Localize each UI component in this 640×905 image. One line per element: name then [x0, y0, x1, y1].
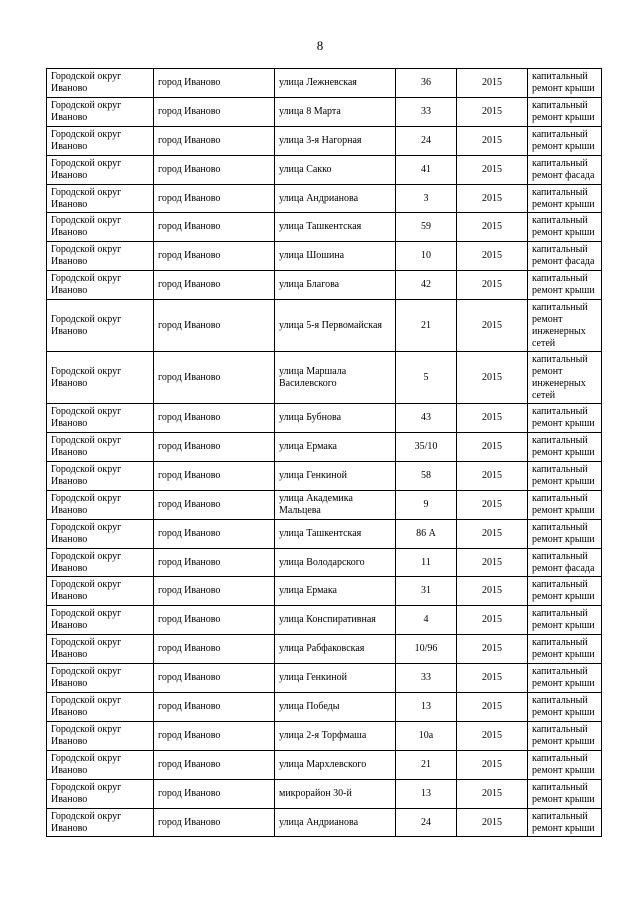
cell-street: улица 5-я Первомайская [275, 300, 396, 352]
cell-okrug: Городской округ Иваново [47, 271, 154, 300]
cell-city: город Иваново [154, 577, 275, 606]
cell-street: улица Бубнова [275, 404, 396, 433]
table-row [47, 352, 602, 404]
cell-street: улица 3-я Нагорная [275, 126, 396, 155]
cell-house: 10а [396, 721, 457, 750]
cell-city: город Иваново [154, 721, 275, 750]
cell-year: 2015 [457, 300, 528, 352]
cell-work: капитальный ремонт крыши [528, 808, 602, 837]
cell-work: капитальный ремонт крыши [528, 664, 602, 693]
cell-city: город Иваново [154, 750, 275, 779]
table-row [47, 433, 602, 462]
cell-house: 59 [396, 213, 457, 242]
cell-year: 2015 [457, 721, 528, 750]
cell-okrug: Городской округ Иваново [47, 606, 154, 635]
cell-street: улица Генкиной [275, 664, 396, 693]
cell-house: 35/10 [396, 433, 457, 462]
cell-city: город Иваново [154, 126, 275, 155]
cell-city: город Иваново [154, 606, 275, 635]
cell-house: 5 [396, 352, 457, 404]
cell-city: город Иваново [154, 519, 275, 548]
cell-work: капитальный ремонт крыши [528, 184, 602, 213]
cell-year: 2015 [457, 808, 528, 837]
table-row [47, 635, 602, 664]
cell-work: капитальный ремонт крыши [528, 779, 602, 808]
table-row [47, 404, 602, 433]
cell-city: город Иваново [154, 184, 275, 213]
cell-street: улица Андрианова [275, 184, 396, 213]
cell-okrug: Городской округ Иваново [47, 300, 154, 352]
cell-okrug: Городской округ Иваново [47, 97, 154, 126]
cell-house: 36 [396, 69, 457, 98]
cell-okrug: Городской округ Иваново [47, 548, 154, 577]
cell-street: улица 8 Марта [275, 97, 396, 126]
cell-work: капитальный ремонт крыши [528, 721, 602, 750]
cell-street: улица Победы [275, 693, 396, 722]
table-row [47, 577, 602, 606]
table-row [47, 213, 602, 242]
cell-city: город Иваново [154, 433, 275, 462]
cell-house: 33 [396, 664, 457, 693]
cell-street: улица Андрианова [275, 808, 396, 837]
cell-year: 2015 [457, 693, 528, 722]
cell-city: город Иваново [154, 635, 275, 664]
cell-work: капитальный ремонт крыши [528, 577, 602, 606]
cell-city: город Иваново [154, 461, 275, 490]
table-row [47, 461, 602, 490]
cell-street: улица Ташкентская [275, 519, 396, 548]
table-row [47, 184, 602, 213]
cell-house: 13 [396, 693, 457, 722]
cell-work: капитальный ремонт крыши [528, 490, 602, 519]
cell-city: город Иваново [154, 664, 275, 693]
cell-okrug: Городской округ Иваново [47, 155, 154, 184]
cell-work: капитальный ремонт крыши [528, 126, 602, 155]
cell-city: город Иваново [154, 404, 275, 433]
cell-okrug: Городской округ Иваново [47, 404, 154, 433]
cell-work: капитальный ремонт крыши [528, 519, 602, 548]
cell-work: капитальный ремонт крыши [528, 461, 602, 490]
cell-okrug: Городской округ Иваново [47, 664, 154, 693]
table-row [47, 300, 602, 352]
cell-street: улица Академика Мальцева [275, 490, 396, 519]
cell-okrug: Городской округ Иваново [47, 490, 154, 519]
cell-year: 2015 [457, 271, 528, 300]
cell-year: 2015 [457, 519, 528, 548]
cell-city: город Иваново [154, 693, 275, 722]
cell-work: капитальный ремонт крыши [528, 606, 602, 635]
table-row [47, 721, 602, 750]
cell-year: 2015 [457, 664, 528, 693]
cell-okrug: Городской округ Иваново [47, 461, 154, 490]
cell-okrug: Городской округ Иваново [47, 519, 154, 548]
cell-city: город Иваново [154, 548, 275, 577]
cell-okrug: Городской округ Иваново [47, 242, 154, 271]
cell-year: 2015 [457, 69, 528, 98]
cell-house: 21 [396, 300, 457, 352]
cell-okrug: Городской округ Иваново [47, 184, 154, 213]
cell-work: капитальный ремонт инженерных сетей [528, 300, 602, 352]
cell-work: капитальный ремонт инженерных сетей [528, 352, 602, 404]
cell-house: 33 [396, 97, 457, 126]
cell-street: улица Рабфаковская [275, 635, 396, 664]
cell-okrug: Городской округ Иваново [47, 126, 154, 155]
cell-street: улица Сакко [275, 155, 396, 184]
cell-city: город Иваново [154, 779, 275, 808]
cell-street: улица Благова [275, 271, 396, 300]
cell-street: микрорайон 30-й [275, 779, 396, 808]
cell-work: капитальный ремонт крыши [528, 693, 602, 722]
cell-house: 43 [396, 404, 457, 433]
cell-city: город Иваново [154, 69, 275, 98]
cell-work: капитальный ремонт крыши [528, 750, 602, 779]
cell-street: улица Конспиративная [275, 606, 396, 635]
cell-work: капитальный ремонт крыши [528, 213, 602, 242]
table-row [47, 242, 602, 271]
cell-okrug: Городской округ Иваново [47, 577, 154, 606]
cell-okrug: Городской округ Иваново [47, 69, 154, 98]
cell-okrug: Городской округ Иваново [47, 433, 154, 462]
table-row [47, 155, 602, 184]
page-number: 8 [316, 38, 324, 53]
cell-year: 2015 [457, 635, 528, 664]
cell-city: город Иваново [154, 271, 275, 300]
table-row [47, 97, 602, 126]
cell-okrug: Городской округ Иваново [47, 779, 154, 808]
table-row [47, 519, 602, 548]
cell-city: город Иваново [154, 808, 275, 837]
cell-street: улица Маршала Василевского [275, 352, 396, 404]
table-body [47, 69, 602, 837]
cell-house: 58 [396, 461, 457, 490]
cell-work: капитальный ремонт крыши [528, 97, 602, 126]
cell-city: город Иваново [154, 97, 275, 126]
cell-street: улица Ермака [275, 433, 396, 462]
cell-house: 9 [396, 490, 457, 519]
cell-okrug: Городской округ Иваново [47, 635, 154, 664]
cell-year: 2015 [457, 490, 528, 519]
cell-work: капитальный ремонт фасада [528, 155, 602, 184]
cell-city: город Иваново [154, 490, 275, 519]
cell-house: 3 [396, 184, 457, 213]
cell-year: 2015 [457, 577, 528, 606]
cell-house: 42 [396, 271, 457, 300]
cell-work: капитальный ремонт крыши [528, 433, 602, 462]
cell-work: капитальный ремонт крыши [528, 69, 602, 98]
cell-house: 24 [396, 808, 457, 837]
cell-city: город Иваново [154, 300, 275, 352]
table-row [47, 808, 602, 837]
table-row [47, 664, 602, 693]
table-row [47, 490, 602, 519]
cell-city: город Иваново [154, 155, 275, 184]
cell-year: 2015 [457, 606, 528, 635]
table-row [47, 126, 602, 155]
cell-house: 11 [396, 548, 457, 577]
cell-city: город Иваново [154, 213, 275, 242]
cell-year: 2015 [457, 750, 528, 779]
cell-house: 10/96 [396, 635, 457, 664]
cell-year: 2015 [457, 242, 528, 271]
cell-work: капитальный ремонт крыши [528, 271, 602, 300]
cell-city: город Иваново [154, 242, 275, 271]
cell-house: 10 [396, 242, 457, 271]
cell-okrug: Городской округ Иваново [47, 750, 154, 779]
cell-street: улица Лежневская [275, 69, 396, 98]
cell-year: 2015 [457, 461, 528, 490]
cell-street: улица Володарского [275, 548, 396, 577]
cell-house: 24 [396, 126, 457, 155]
cell-work: капитальный ремонт крыши [528, 404, 602, 433]
table-row [47, 606, 602, 635]
cell-okrug: Городской округ Иваново [47, 721, 154, 750]
cell-street: улица Шошина [275, 242, 396, 271]
cell-okrug: Городской округ Иваново [47, 808, 154, 837]
cell-house: 31 [396, 577, 457, 606]
cell-year: 2015 [457, 352, 528, 404]
cell-okrug: Городской округ Иваново [47, 213, 154, 242]
table-row [47, 779, 602, 808]
cell-street: улица Генкиной [275, 461, 396, 490]
cell-street: улица Ермака [275, 577, 396, 606]
cell-house: 86 А [396, 519, 457, 548]
cell-street: улица 2-я Торфмаша [275, 721, 396, 750]
cell-year: 2015 [457, 184, 528, 213]
cell-okrug: Городской округ Иваново [47, 693, 154, 722]
cell-house: 4 [396, 606, 457, 635]
table-row [47, 548, 602, 577]
cell-work: капитальный ремонт фасада [528, 242, 602, 271]
cell-okrug: Городской округ Иваново [47, 352, 154, 404]
cell-work: капитальный ремонт крыши [528, 635, 602, 664]
cell-house: 41 [396, 155, 457, 184]
repair-schedule-table [46, 68, 602, 837]
cell-city: город Иваново [154, 352, 275, 404]
cell-year: 2015 [457, 155, 528, 184]
cell-year: 2015 [457, 404, 528, 433]
cell-street: улица Ташкентская [275, 213, 396, 242]
table-row [47, 69, 602, 98]
cell-year: 2015 [457, 213, 528, 242]
cell-year: 2015 [457, 126, 528, 155]
cell-year: 2015 [457, 97, 528, 126]
cell-house: 21 [396, 750, 457, 779]
cell-street: улица Мархлевского [275, 750, 396, 779]
cell-house: 13 [396, 779, 457, 808]
table-row [47, 693, 602, 722]
cell-year: 2015 [457, 779, 528, 808]
cell-year: 2015 [457, 548, 528, 577]
table-row [47, 271, 602, 300]
table-row [47, 750, 602, 779]
cell-work: капитальный ремонт фасада [528, 548, 602, 577]
cell-year: 2015 [457, 433, 528, 462]
